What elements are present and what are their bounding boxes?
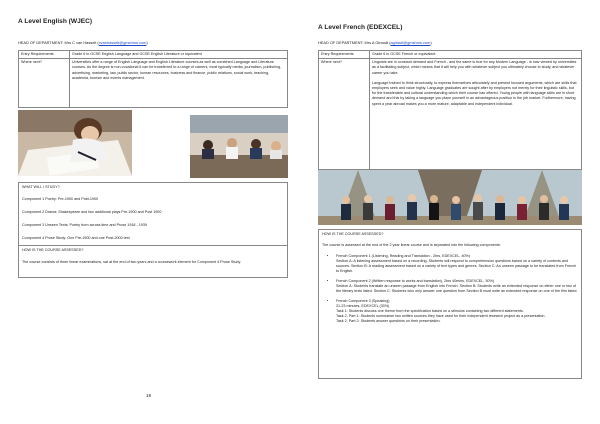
component-item <box>336 254 578 274</box>
french-info-table <box>318 50 582 170</box>
component-item <box>336 279 578 294</box>
where-label: Where next? <box>319 59 370 170</box>
what-will-i-study-box <box>18 182 288 246</box>
where-row <box>19 59 288 108</box>
english-head-of-department <box>18 40 148 45</box>
component-item <box>336 299 578 324</box>
french-title: A Level French (EDEXCEL) <box>318 24 403 31</box>
student-writing-photo <box>18 110 132 176</box>
english-title: A Level English (WJEC) <box>18 18 93 25</box>
page-number: 19 <box>146 393 152 398</box>
students-eiffel-tower-photo <box>318 170 582 225</box>
entry-row <box>19 51 288 59</box>
where-paragraph-1: Linguists are in constant demand and French - and the same is true for any Modern Language - is now viewed by universities as a facilitating subject, which means that it will help you with whatever subject you ultimately choose to study, and whatever career you take. <box>372 60 577 75</box>
assess-intro: The course is assessed at the end of the 2 year linear course and is separated into the following components: <box>322 243 501 247</box>
where-paragraph-2: Language trained to think structurally, to express themselves articulately and present focused arguments, which are skills that employers seek and value highly. Language graduates are sought after by employers not merely for their linguistic skills, but for the transferable and cultural understanding which their course has offered. Young people with language skills are in short demand and this by taking a language you place yourself in an advantageous position in the job market. Furthermore, having spent a year abroad makes you a more mature, adaptable and independent individual. <box>372 80 577 106</box>
classroom-photo <box>190 115 288 178</box>
component-title: • French Component 1 (Listening, Reading and Translation - 2hrs, EDEXCEL, 40%) <box>336 254 471 258</box>
component-list <box>322 254 578 324</box>
component-line: Task 2, Part 1: Students summarise two written sources they have used for their independent research project as a presentation. <box>336 314 546 318</box>
hod-email-link[interactable]: agirault@gmshms.com <box>390 40 431 45</box>
hod-email-link[interactable]: cvanhasselt@gmshms.com <box>98 40 147 45</box>
english-assessment-box <box>18 246 288 278</box>
entry-label: Entry Requirements <box>319 51 370 59</box>
where-row <box>319 59 582 170</box>
classroom-illustration <box>190 115 288 178</box>
entry-label: Entry Requirements <box>19 51 70 59</box>
hod-prefix: HEAD OF DEPARTMENT: Mrs A Giraudt ( <box>318 40 391 45</box>
component-line: Task 1: Students discuss one theme from the specification based on a stimulus containing two different statements. <box>336 309 524 313</box>
component-text: Section A: Students translate an unseen passage from English into French. Section B: Students write an extended response on either one or two of the literary texts listed. Section C: Students who only answer one question from Section B must write an extended response on one of the film listed. <box>336 284 578 293</box>
assess-heading: HOW IS THE COURSE ASSESSED? <box>22 248 84 252</box>
component-line: Task 2, Part 2: Students answer questions on their presentation. <box>336 319 441 323</box>
hod-suffix: ) <box>146 40 148 45</box>
student-writing-illustration <box>18 110 132 176</box>
component-title: • French Component 3 (Speaking) <box>336 299 390 303</box>
component-text: Section A: A listening assessment based on a recording. Students will respond to comprehension questions based on a variety of contexts and sources. Section B: A reading assessment based on a variety of text types and genres. Section C: An unseen passage to be translated from French to English. <box>336 259 577 273</box>
component-item: Component 3 Unseen Texts: Poetry from across time and Prose 1918 - 1939 <box>22 223 147 227</box>
component-item: Component 1 Poetry: Pre-1900 and Post-1900 <box>22 197 99 201</box>
component-line: 21-23 minutes, EDEXCEL (30%) <box>336 304 390 308</box>
component-item: Component 4 Prose Study: One Pre-1900 and one Post-2000 text <box>22 236 130 240</box>
french-head-of-department <box>318 40 432 45</box>
hod-suffix: ) <box>430 40 432 45</box>
english-info-table <box>18 50 288 108</box>
french-assessment-box <box>318 229 582 379</box>
component-title: • French Component 2 (Written response to works and translation), 2hrs 40mins, EDEXCEL, 30%) <box>336 279 494 283</box>
hod-prefix: HEAD OF DEPARTMENT: Mrs C van Hasselt ( <box>18 40 99 45</box>
where-label: Where next? <box>19 59 70 108</box>
entry-row <box>319 51 582 59</box>
study-heading: WHAT WILL I STUDY? <box>22 185 60 189</box>
entry-value: Grade 6 in GCSE French or equivalent. <box>370 51 582 59</box>
assess-heading: HOW IS THE COURSE ASSESSED? <box>322 232 384 236</box>
where-value: Universities offer a range of English Language and English Literature courses as well as combined Language and Literature courses. As the degree is non-vocational it can be transferred to a range of careers, most typically media, journalism, publishing, advertising, marketing, law, public sector, human resources, business and finance, public relations, social work, teaching, academia, tourism and events management. <box>70 59 288 108</box>
entry-value: Grade 6 in GCSE English Language and GCSE English Literature or equivalent <box>70 51 288 59</box>
assess-text: The course consists of three linear examinations, sat at the end of two years and a coursework element for Component 4 Prose Study. <box>22 260 242 264</box>
where-value <box>370 59 582 170</box>
students-group-illustration <box>318 170 582 225</box>
component-item: Component 2 Drama: Shakespeare and two additional plays Pre-1900 and Post 1900 <box>22 210 162 214</box>
